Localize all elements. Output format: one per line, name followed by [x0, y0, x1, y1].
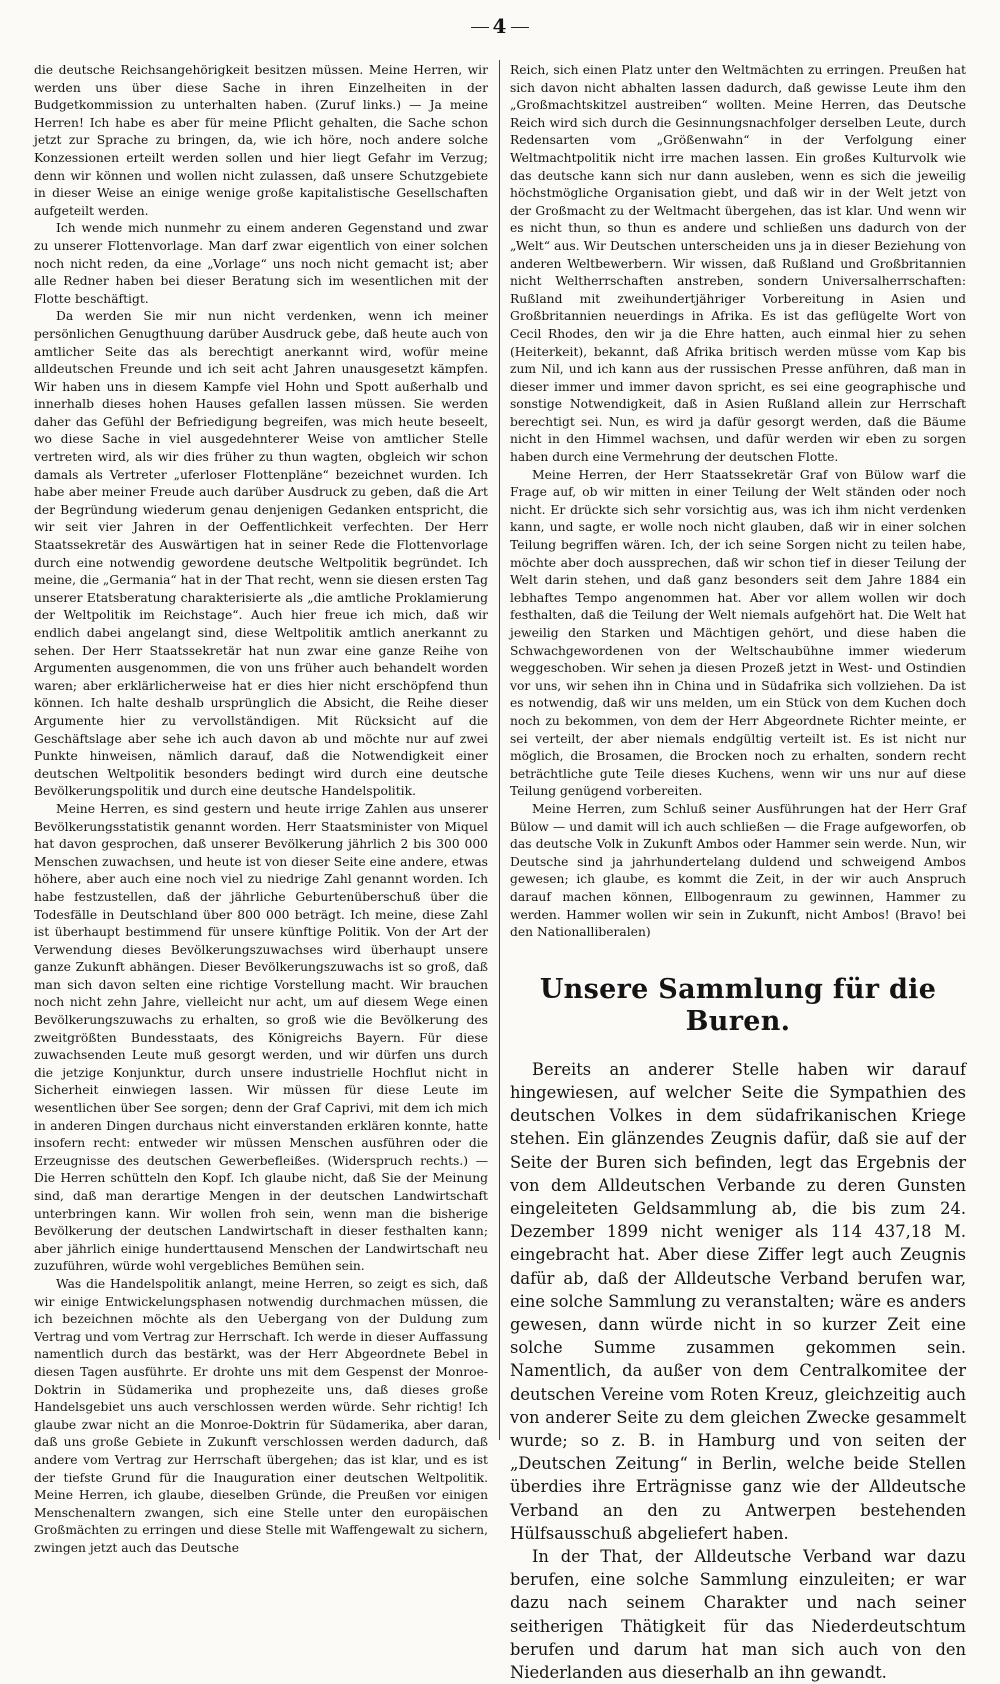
left-column: [34, 62, 488, 1555]
page-number-dash-right: [511, 27, 529, 28]
column-divider: [499, 60, 500, 1440]
paragraph: Bereits an anderer Stelle haben wir darauf hingewiesen, auf welcher Seite die Sympathien des deutschen Volkes in dem südafrikanischen Kriege stehen. Ein glänzendes Zeugnis dafür, daß sie auf der Seite der Buren sich befinden, legt das Ergebnis der von dem Alldeutschen Verbande zu deren Gunsten eingeleiteten Geldsammlung ab, die bis zum 24. Dezember 1899 nicht weniger als 114 437,18 M. eingebracht hat. Aber diese Ziffer legt auch Zeugnis dafür ab, daß der Alldeutsche Verband berufen war, eine solche Sammlung zu veranstalten; wäre es anders gewesen, dann würde nicht in so kurzer Zeit eine solche Summe zusammen gekommen sein. Namentlich, da außer von dem Centralkomitee der deutschen Vereine vom Roten Kreuz, gleichzeitig auch von anderer Seite zu dem gleichen Zwecke gesammelt wurde; so z. B. in Hamburg und von seiten der „Deutschen Zeitung“ in Berlin, welche beide Stellen überdies ihre Erträgnisse ganz wie der Alldeutsche Verband an den zu Antwerpen bestehenden Hülfsausschuß abgeliefert haben.: [510, 1059, 966, 1543]
paragraph: Was die Handelspolitik anlangt, meine Herren, so zeigt es sich, daß wir einige Entwickelungsphasen notwendig durchmachen müssen, die ich bezeichnen möchte als den Uebergang von der Duldung zum Vertrag und vom Vertrag zur Herrschaft. Ich werde in dieser Auffassung namentlich durch das bestärkt, was der Herr Abgeordnete Bebel in diesen Tagen ausführte. Er drohte uns mit dem Gespenst der Monroe-Doktrin in Südamerika und prophezeite uns, daß dieses große Handelsgebiet uns auch verschlossen werden würde. Sehr richtig! Ich glaube zwar nicht an die Monroe-Doktrin für Südamerika, aber daran, daß uns große Gebiete in Zukunft verschlossen werden dadurch, daß andere vom Vertrag zur Herrschaft übergehen; das ist klar, und es ist der tiefste Grund für die Inauguration einer deutschen Weltpolitik. Meine Herren, ich glaube, dieselben Gründe, die Preußen vor einigen Menschenaltern zwangen, sich eine Stelle unter den europäischen Großmächten zu erringen und diese Stelle mit Waffengewalt zu sichern, zwingen jetzt auch das Deutsche: [34, 1276, 488, 1555]
right-column: [510, 62, 966, 1682]
paragraph: Ich wende mich nunmehr zu einem anderen Gegenstand und zwar zu unserer Flottenvorlage. Man darf zwar eigentlich von einer solchen noch nicht reden, da eine „Vorlage“ uns noch nicht gemacht ist; aber alle Redner haben bei dieser Beratung sich im wesentlichen mit der Flotte beschäftigt.: [34, 221, 488, 306]
article-body: [510, 1058, 966, 1684]
paragraph: Da werden Sie mir nun nicht verdenken, wenn ich meiner persönlichen Genugthuung darüber Ausdruck gebe, daß heute auch von amtlicher Seite das als berechtigt anerkannt wird, wofür meine alldeutschen Freunde und ich seit acht Jahren unausgesetzt kämpfen. Wir haben uns in diesem Kampfe viel Hohn und Spott außerhalb und innerhalb dieses hohen Hauses gefallen lassen müssen. Sie werden daher das Gefühl der Befriedigung begreifen, was mich heute beseelt, wo diese Sache in viel ausgedehnterer Weise von amtlicher Stelle vertreten wird, als wir dies früher zu thun wagten, obgleich wir schon damals als Vertreter „uferloser Flottenpläne“ bezeichnet wurden. Ich habe aber meiner Freude auch darüber Ausdruck zu geben, daß die Art der Begründung wiederum genau denjenigen Gedanken entspricht, die wir seit vier Jahren in der Oeffentlichkeit verfechten. Der Herr Staatssekretär des Auswärtigen hat in seiner Rede die Flottenvorlage durch eine notwendig gewordene deutsche Weltpolitik begründet. Ich meine, die „Germania“ hat in der That recht, wenn sie diesen ersten Tag unserer Etatsberatung charakterisierte als „die amtliche Proklamierung der Weltpolitik im Reichstage“. Auch hier freue ich mich, daß wir endlich dabei angelangt sind, diese Weltpolitik amtlich anerkannt zu sehen. Der Herr Staatssekretär hat nun zwar eine ganze Reihe von Argumenten ausgenommen, die von uns früher auch behandelt worden waren; aber erklärlicherweise hat er dies hier nicht erschöpfend thun können. Ich halte deshalb ursprünglich die Absicht, die Reihe dieser Argumente hier zu vervollständigen. Mit Rücksicht auf die Geschäftslage aber sehe ich auch davon ab und möchte nur auf zwei Punkte hinweisen, nämlich darauf, daß die Notwendigkeit einer deutschen Weltpolitik besonders bedingt wird durch eine deutsche Bevölkerungspolitik und durch eine deutsche Handelspolitik.: [34, 309, 488, 799]
page-number: [0, 14, 1000, 38]
page-number-dash-left: [471, 27, 489, 28]
paragraph: Meine Herren, der Herr Staatssekretär Graf von Bülow warf die Frage auf, ob wir mitten in einer Teilung der Welt ständen oder noch nicht. Er drückte sich sehr vorsichtig aus, was ich ihm nicht verdenken kann, und sagte, er wolle noch nicht glauben, daß wir in einer solchen Teilung begriffen wären. Ich, der ich seine Sorgen nicht zu teilen habe, möchte aber doch aussprechen, daß wir schon tief in dieser Teilung der Welt darin stehen, und daß ganz besonders seit dem Jahre 1884 ein lebhaftes Tempo angenommen hat. Aber vor allem wollen wir doch festhalten, daß die Teilung der Welt niemals aufgehört hat. Die Welt hat jeweilig den Starken und Mächtigen gehört, und diese haben die Schwachgewordenen von der Weltschaubühne immer wiederum weggeschoben. Wir sehen ja diesen Prozeß jetzt in West- und Ostindien vor uns, wir sehen ihn in China und in Südafrika sich vollziehen. Da ist es notwendig, daß wir uns melden, um ein Stück von dem Kuchen doch noch zu bekommen, von dem der Herr Abgeordnete Richter meinte, er sei verteilt, der aber niemals endgültig verteilt ist. Es ist nicht nur möglich, die Brosamen, die Brocken noch zu erhalten, sondern recht beträchtliche gute Teile dieses Kuchens, wenn wir uns nur auf diese Teilung genügend vorbereiten.: [510, 467, 966, 799]
page-number-text: 4: [492, 14, 508, 38]
article-headline: Unsere Sammlung für die Buren.: [539, 973, 937, 1037]
paragraph: Reich, sich einen Platz unter den Weltmächten zu erringen. Preußen hat sich davon nicht abhalten lassen dadurch, daß gewisse Leute ihm den „Großmachtskitzel austreiben“ wollten. Meine Herren, das Deutsche Reich wird sich durch die Gesinnungsnachfolger derselben Leute, durch Redensarten vom „Größenwahn“ in der Verfolgung einer Weltmachtpolitik nicht irre machen lassen. Ein großes Kulturvolk wie das deutsche kann sich nur dann ausleben, wenn es sich die jeweilig höchstmögliche Organisation giebt, und daß wir in der Welt jetzt von der Großmacht zu der Weltmacht übergehen, das ist klar. Und wenn wir es nicht thun, so thun es andere und schließen uns dadurch von der „Welt“ aus. Wir Deutschen unterscheiden uns ja in dieser Beziehung von anderen Weltbewerbern. Wir wissen, daß Rußland und Großbritannien nicht Weltherrschaften anstreben, sondern Universalherrschaften: Rußland mit zweihundertjähriger Vorbereitung in Asien und Großbritannien neuerdings in Afrika. Es ist das geflügelte Wort von Cecil Rhodes, den wir ja die Ehre hatten, auch einmal hier zu sehen (Heiterkeit), bekannt, daß Afrika britisch werden müsse vom Kap bis zum Nil, und ich kann aus der russischen Presse anführen, daß man in dieser immer und immer davon spricht, es sei eine geographische und sonstige Notwendigkeit, daß in Asien Rußland allein zur Herrschaft berechtigt sei. Nun, es wird ja dafür gesorgt werden, daß die Bäume nicht in den Himmel wachsen, und dafür werden wir eben zu sorgen haben durch eine Vermehrung der deutschen Flotte.: [510, 63, 966, 465]
paragraph: die deutsche Reichsangehörigkeit besitzen müssen. Meine Herren, wir werden uns über diese Sache in ihren Einzelheiten in der Budgetkommission zu unterhalten haben. (Zuruf links.) — Ja meine Herren! Ich habe es aber für meine Pflicht gehalten, die Sache schon jetzt zur Sprache zu bringen, da, wie ich höre, noch andere solche Konzessionen erteilt werden sollen und hier liegt Gefahr im Verzug; denn wir können und wollen nicht zulassen, daß unsere Schutzgebiete in dieser Weise an einige wenige große kapitalistische Gesellschaften aufgeteilt werden.: [34, 63, 488, 218]
paragraph: Meine Herren, es sind gestern und heute irrige Zahlen aus unserer Bevölkerungsstatistik genannt worden. Herr Staatsminister von Miquel hat davon gesprochen, daß unserer Bevölkerung jährlich 2 bis 300 000 Menschen zuwachsen, und heute ist von dieser Seite eine andere, etwas höhere, aber auch eine noch viel zu niedrige Zahl genannt worden. Ich habe festzustellen, daß der jährliche Geburtenüberschuß über die Todesfälle in Deutschland über 800 000 beträgt. Ich meine, diese Zahl ist überhaupt bestimmend für unsere künftige Politik. Von der Art der Verwendung dieses Bevölkerungszuwachses wird überhaupt unsere ganze Zukunft abhängen. Dieser Bevölkerungszuwachs ist so groß, daß man sich davon selten eine richtige Vorstellung macht. Wir brauchen noch nicht zehn Jahre, vielleicht nur acht, um auf diesem Wege einen Bevölkerungszuwachs zu erhalten, so groß wie die Bevölkerung des zweitgrößten Bundesstaats, des Königreichs Bayern. Für diese zuwachsenden Leute muß gesorgt werden, und wir dürfen uns durch die jetzige Konjunktur, durch unsere industrielle Hochflut nicht in Sicherheit einwiegen lassen. Wir müssen für diese Leute im wesentlichen über See sorgen; denn der Graf Caprivi, mit dem ich mich in anderen Dingen durchaus nicht einverstanden erklären konnte, hatte insofern recht: entweder wir müssen Menschen ausführen oder die Erzeugnisse des deutschen Gewerbefleißes. (Widerspruch rechts.) — Die Herren schütteln den Kopf. Ich glaube nicht, daß Sie der Meinung sind, daß man derartige Mengen in der deutschen Landwirtschaft unterbringen kann. Wir wollen froh sein, wenn man die bisherige Bevölkerung der deutschen Landwirtschaft in dieser festhalten kann; aber jährlich einige hunderttausend Menschen der Landwirtschaft neu zuzuführen, würde wohl vergebliches Bemühen sein.: [34, 801, 488, 1274]
paragraph: Meine Herren, zum Schluß seiner Ausführungen hat der Herr Graf Bülow — und damit will ich auch schließen — die Frage aufgeworfen, ob das deutsche Volk in Zukunft Ambos oder Hammer sein werde. Nun, wir Deutsche sind ja jahrhundertelang duldend und schweigend Ambos gewesen; ich glaube, es kommt die Zeit, in der wir auch Anspruch darauf machen können, Ellbogenraum zu gewinnen, Hammer zu werden. Hammer wollen wir sein in Zukunft, nicht Ambos! (Bravo! bei den Nationalliberalen): [510, 801, 966, 940]
paragraph: In der That, der Alldeutsche Verband war dazu berufen, eine solche Sammlung einzuleiten; er war dazu nach seinem Charakter und nach seiner seitherigen Thätigkeit für das Niederdeutschtum berufen und darum hat man sich auch von den Niederlanden aus dieserhalb an ihn gewandt.: [510, 1546, 966, 1682]
